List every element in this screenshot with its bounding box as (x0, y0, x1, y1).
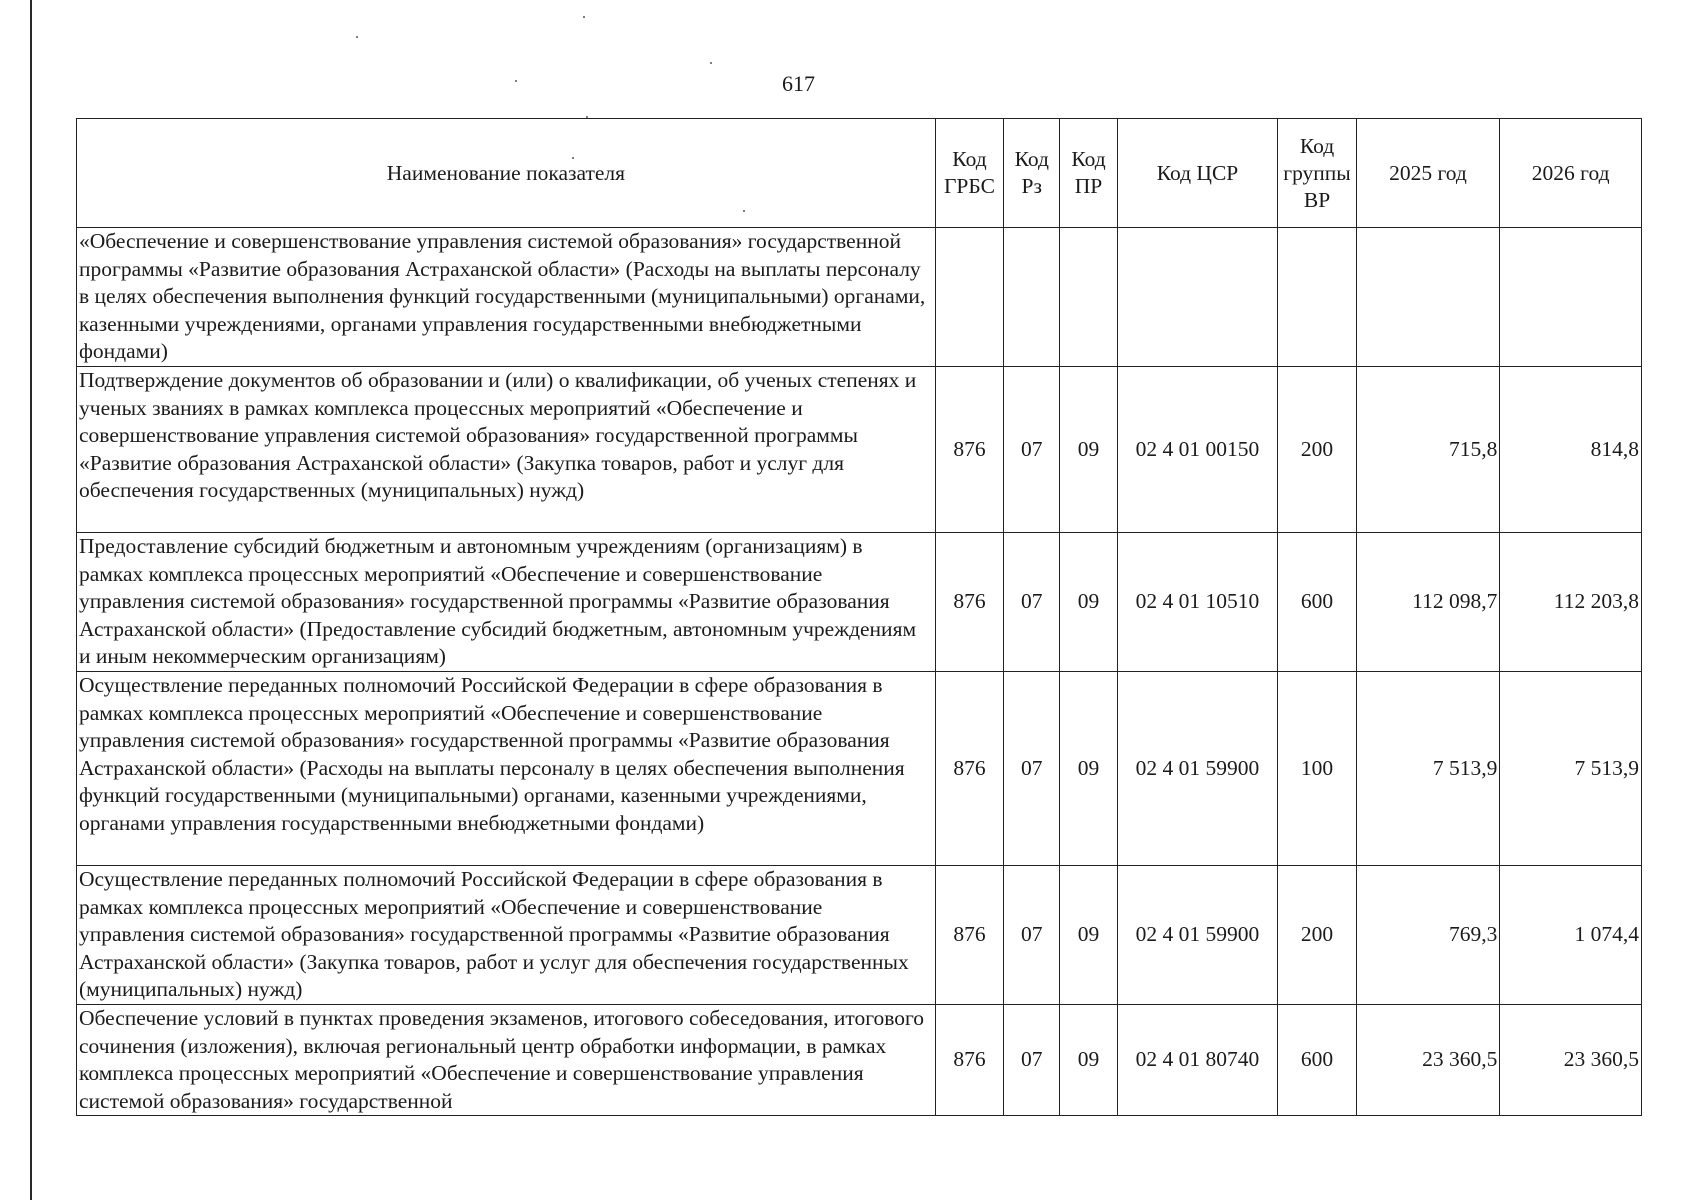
cell-2025: 112 098,7 (1356, 533, 1500, 672)
page-number-text: 617 (782, 71, 815, 96)
cell-grbs: 876 (935, 672, 1003, 866)
cell-pr: 09 (1060, 367, 1117, 533)
cell-pr: 09 (1060, 1005, 1117, 1116)
cell-2026: 7 513,9 (1500, 672, 1642, 866)
cell-vr: 100 (1278, 672, 1356, 866)
cell-grbs: 876 (935, 866, 1003, 1005)
header-pr: Код ПР (1060, 119, 1117, 228)
cell-rz: 07 (1004, 1005, 1060, 1116)
cell-2026: 112 203,8 (1500, 533, 1642, 672)
cell-pr: 09 (1060, 533, 1117, 672)
cell-csr (1117, 228, 1278, 367)
table-row (77, 672, 1642, 866)
cell-name: Осуществление переданных полномочий Российской Федерации в сфере образования в рамках комплекса процессных мероприятий «Обеспечение и совершенствование управления системой образования» государственной программы «Развитие образования Астраханской области» (Расходы на выплаты персоналу в целях обеспечения выполнения функций государственными (муниципальными) органами, казенными учреждениями, органами управления государственными внебюджетными фондами) (77, 672, 936, 866)
table-row (77, 533, 1642, 672)
cell-name: Предоставление субсидий бюджетным и автономным учреждениям (организациям) в рамках комплекса процессных мероприятий «Обеспечение и совершенствование управления системой образования» государственной программы «Развитие образования Астраханской области» (Предоставление субсидий бюджетным, автономным учреждениям и иным некоммерческим организациям) (77, 533, 936, 672)
cell-2026: 1 074,4 (1500, 866, 1642, 1005)
header-year-2026: 2026 год (1500, 119, 1642, 228)
cell-2025: 7 513,9 (1356, 672, 1500, 866)
cell-pr (1060, 228, 1117, 367)
cell-pr: 09 (1060, 866, 1117, 1005)
cell-name: «Обеспечение и совершенствование управления системой образования» государственной программы «Развитие образования Астраханской области» (Расходы на выплаты персоналу в целях обеспечения выполнения функций государственными (муниципальными) органами, казенными учреждениями, органами управления государственными внебюджетными фондами) (77, 228, 936, 367)
cell-rz (1004, 228, 1060, 367)
cell-name: Осуществление переданных полномочий Российской Федерации в сфере образования в рамках комплекса процессных мероприятий «Обеспечение и совершенствование управления системой образования» государственной программы «Развитие образования Астраханской области» (Закупка товаров, работ и услуг для обеспечения государственных (муниципальных) нужд) (77, 866, 936, 1005)
cell-vr: 600 (1278, 1005, 1356, 1116)
header-vr: Код группы ВР (1278, 119, 1356, 228)
cell-rz: 07 (1004, 367, 1060, 533)
header-year-2025: 2025 год (1356, 119, 1500, 228)
cell-csr: 02 4 01 00150 (1117, 367, 1278, 533)
left-margin-line (30, 0, 32, 1200)
cell-rz: 07 (1004, 672, 1060, 866)
page-number (0, 71, 1697, 97)
cell-name: Подтверждение документов об образовании и (или) о квалификации, об ученых степенях и ученых званиях в рамках комплекса процессных мероприятий «Обеспечение и совершенствование управления системой образования» государственной программы «Развитие образования Астраханской области» (Закупка товаров, работ и услуг для обеспечения государственных (муниципальных) нужд) (77, 367, 936, 533)
cell-vr (1278, 228, 1356, 367)
cell-rz: 07 (1004, 866, 1060, 1005)
cell-2025: 715,8 (1356, 367, 1500, 533)
cell-grbs: 876 (935, 533, 1003, 672)
cell-csr: 02 4 01 59900 (1117, 866, 1278, 1005)
cell-name: Обеспечение условий в пунктах проведения экзаменов, итогового собеседования, итогового сочинения (изложения), включая региональный центр обработки информации, в рамках комплекса процессных мероприятий «Обеспечение и совершенствование управления системой образования» государственной (77, 1005, 936, 1116)
cell-rz: 07 (1004, 533, 1060, 672)
budget-table (76, 118, 1642, 1116)
cell-vr: 200 (1278, 367, 1356, 533)
cell-2026: 814,8 (1500, 367, 1642, 533)
cell-csr: 02 4 01 10510 (1117, 533, 1278, 672)
scan-speck (356, 36, 358, 38)
scan-speck (710, 62, 712, 64)
cell-csr: 02 4 01 80740 (1117, 1005, 1278, 1116)
table-row (77, 1005, 1642, 1116)
cell-grbs (935, 228, 1003, 367)
cell-2025 (1356, 228, 1500, 367)
cell-grbs: 876 (935, 367, 1003, 533)
cell-vr: 600 (1278, 533, 1356, 672)
cell-pr: 09 (1060, 672, 1117, 866)
cell-2025: 23 360,5 (1356, 1005, 1500, 1116)
cell-2026: 23 360,5 (1500, 1005, 1642, 1116)
cell-csr: 02 4 01 59900 (1117, 672, 1278, 866)
table-row (77, 367, 1642, 533)
cell-2026 (1500, 228, 1642, 367)
header-grbs: Код ГРБС (935, 119, 1003, 228)
header-csr: Код ЦСР (1117, 119, 1278, 228)
cell-grbs: 876 (935, 1005, 1003, 1116)
cell-2025: 769,3 (1356, 866, 1500, 1005)
header-rz: Код Рз (1004, 119, 1060, 228)
table-header-row (77, 119, 1642, 228)
cell-vr: 200 (1278, 866, 1356, 1005)
table-row (77, 228, 1642, 367)
header-name: Наименование показателя (77, 119, 936, 228)
scan-speck (583, 16, 585, 18)
table-row (77, 866, 1642, 1005)
